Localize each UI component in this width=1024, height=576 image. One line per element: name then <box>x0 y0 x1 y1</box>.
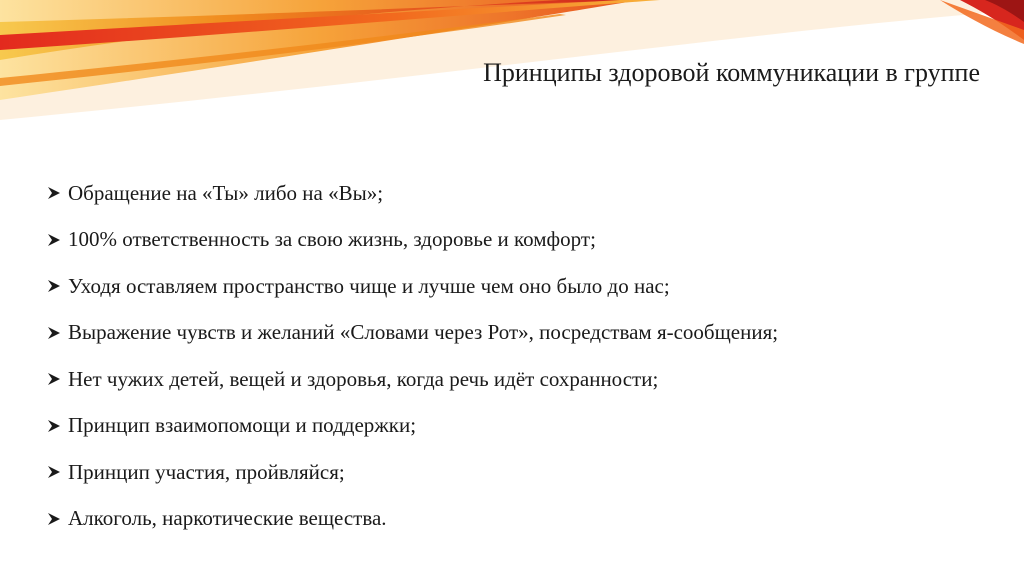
list-item <box>46 310 778 357</box>
arrowhead-bullet-icon <box>46 232 64 248</box>
list-item-text: 100% ответственность за свою жизнь, здоровье и комфорт; <box>68 227 596 252</box>
arrowhead-bullet-icon <box>46 185 64 201</box>
list-item <box>46 496 778 543</box>
list-item <box>46 263 778 310</box>
arrowhead-bullet-icon <box>46 511 64 527</box>
list-item <box>46 403 778 450</box>
list-item-text: Обращение на «Ты» либо на «Вы»; <box>68 180 384 205</box>
arrowhead-bullet-icon <box>46 418 64 434</box>
arrowhead-bullet-icon <box>46 325 64 341</box>
arrowhead-bullet-icon <box>46 464 64 480</box>
list-item <box>46 449 778 496</box>
list-item-text: Уходя оставляем пространство чище и лучше чем оно было до нас; <box>68 273 670 298</box>
arrowhead-bullet-icon <box>46 278 64 294</box>
list-item-text: Нет чужих детей, вещей и здоровья, когда речь идёт сохранности; <box>68 366 659 391</box>
list-item-text: Алкоголь, наркотические вещества. <box>68 506 387 531</box>
list-item <box>46 217 778 264</box>
list-item-text: Принцип участия, пройвляйся; <box>68 459 345 484</box>
list-item <box>46 170 778 217</box>
list-item <box>46 356 778 403</box>
list-item-text: Принцип взаимопомощи и поддержки; <box>68 413 417 438</box>
arrowhead-bullet-icon <box>46 371 64 387</box>
slide-title: Принципы здоровой коммуникации в группе <box>483 58 980 87</box>
bullet-list <box>46 170 778 542</box>
list-item-text: Выражение чувств и желаний «Словами через Рот», посредствам я-сообщения; <box>68 320 779 345</box>
